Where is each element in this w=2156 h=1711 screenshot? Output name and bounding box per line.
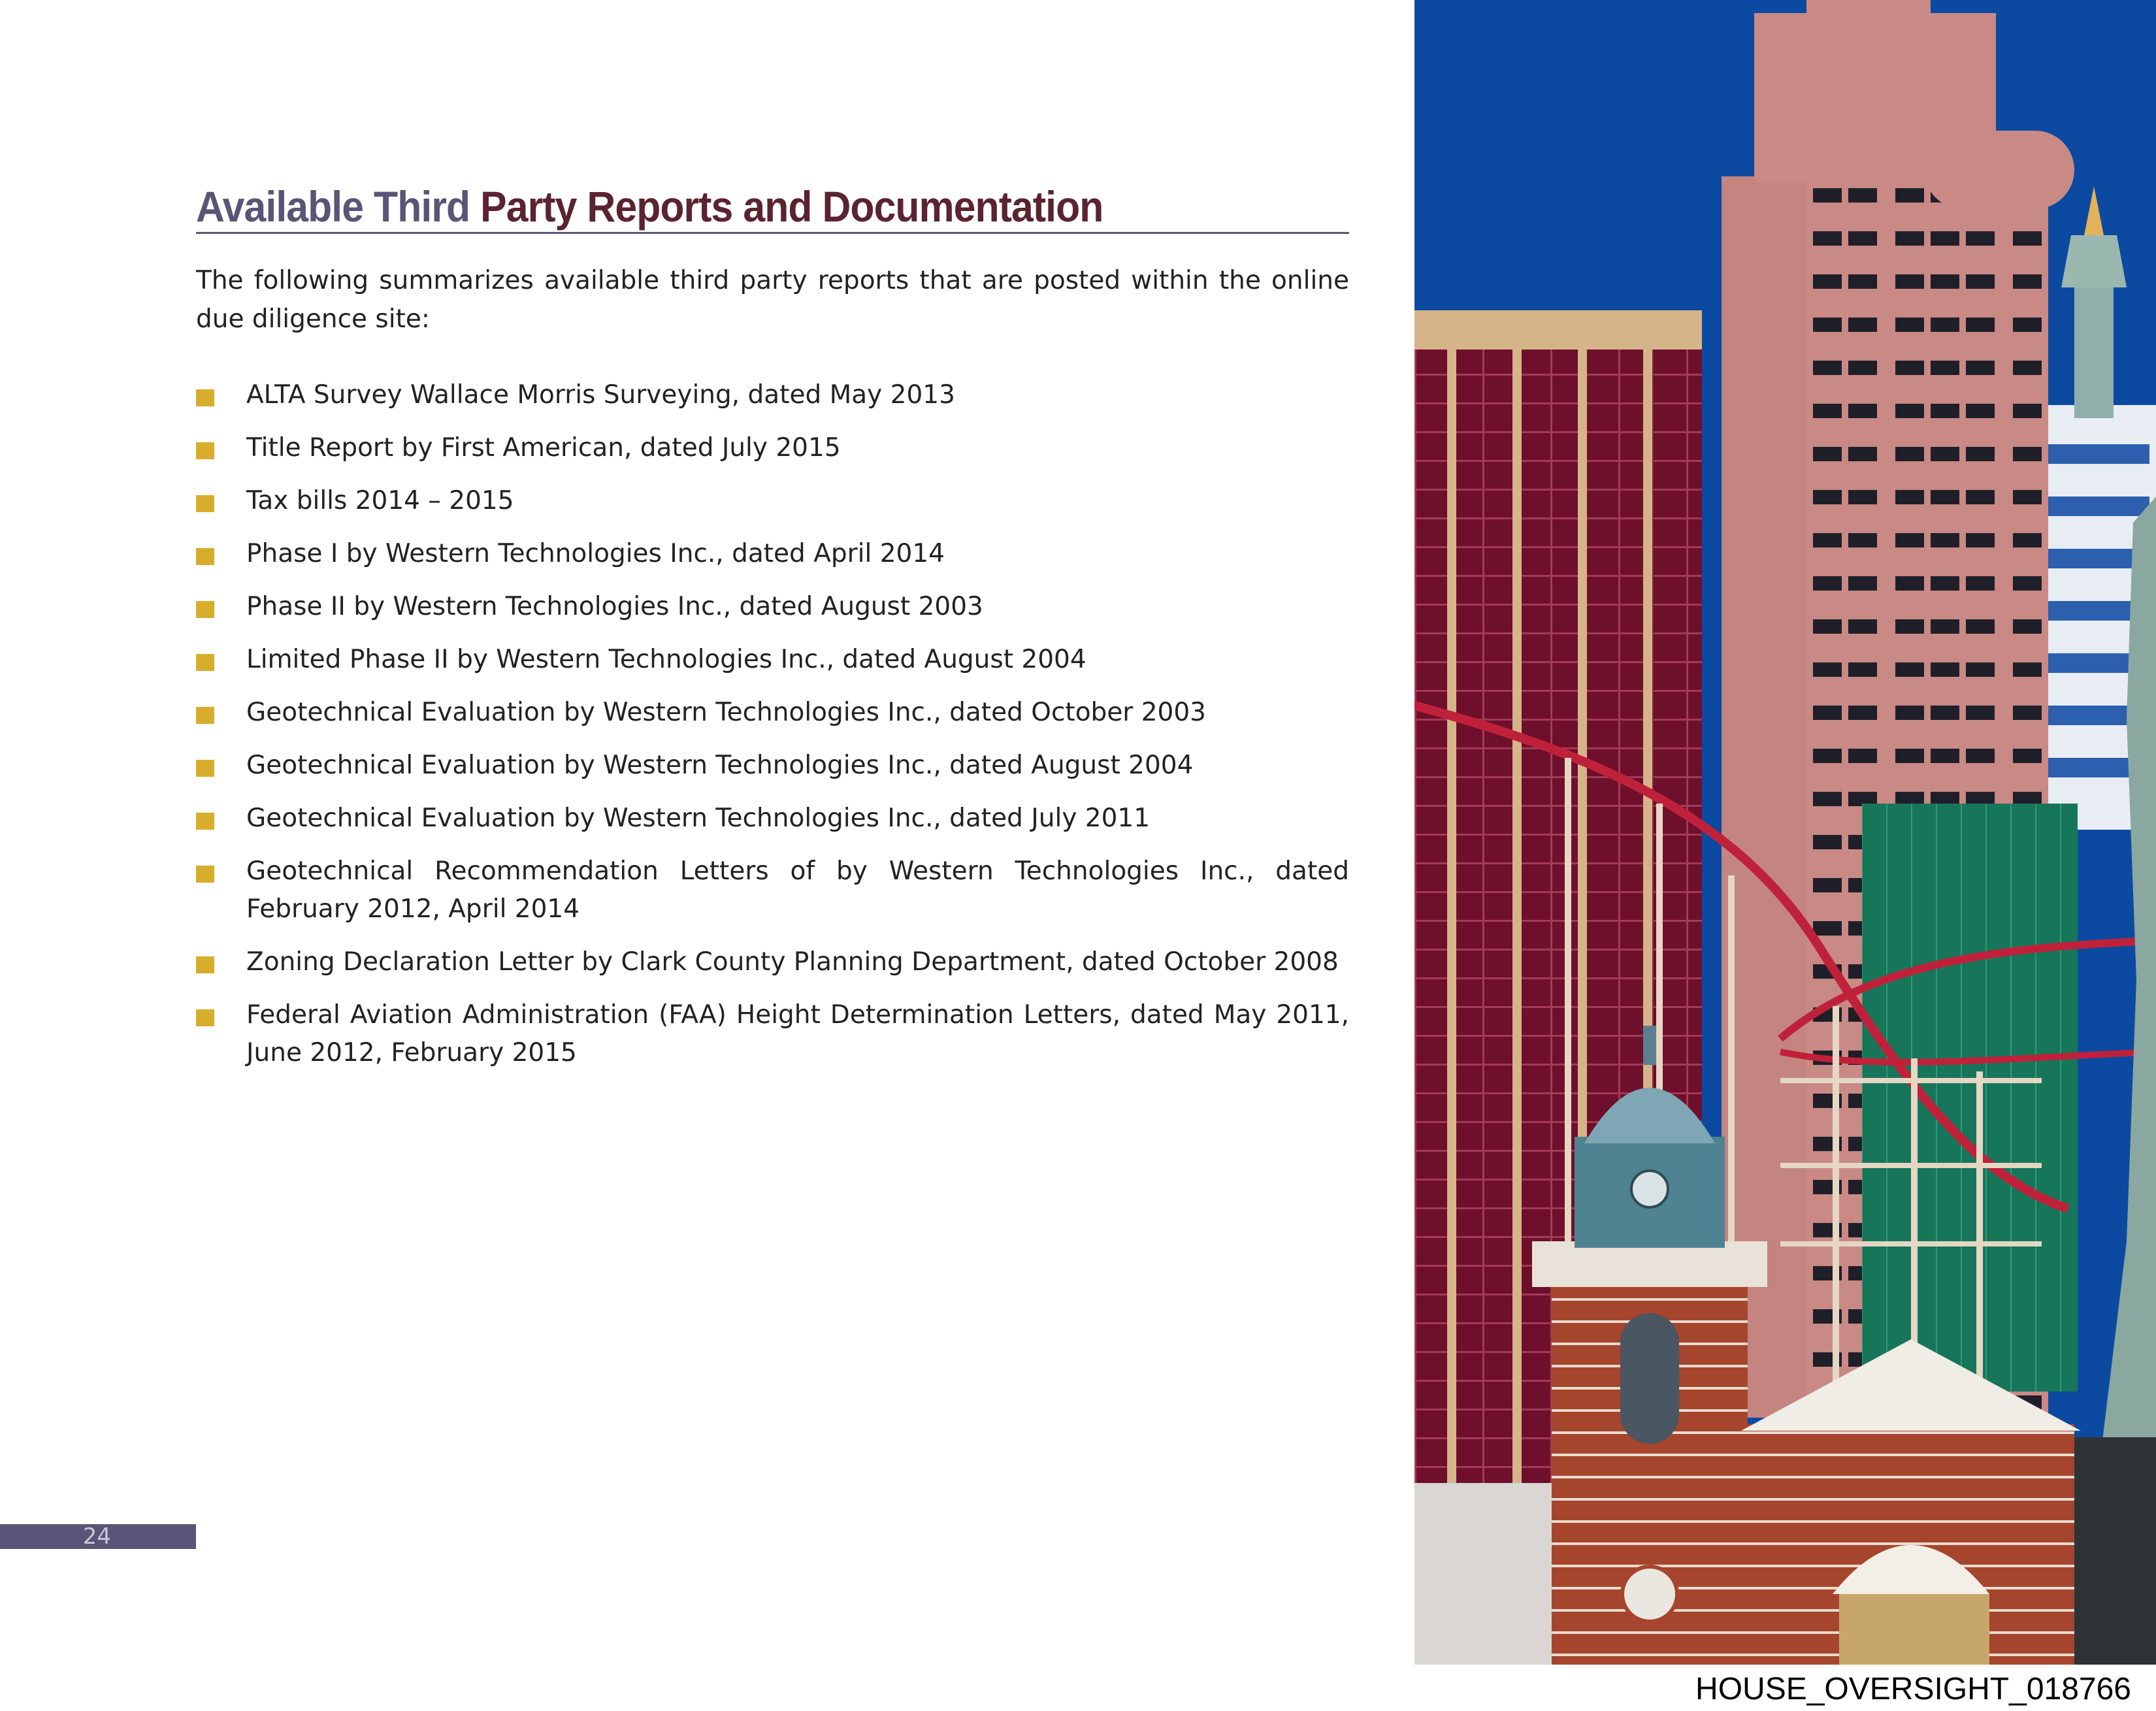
square-bullet-icon xyxy=(196,442,214,459)
list-item-text: Geotechnical Evaluation by Western Technologies Inc., dated October 2003 xyxy=(246,697,1206,727)
list-item-text: Geotechnical Evaluation by Western Technologies Inc., dated August 2004 xyxy=(246,750,1194,780)
section-heading xyxy=(196,183,1257,231)
list-item xyxy=(196,800,1349,838)
list-item xyxy=(196,429,1349,467)
list-item-text: Phase I by Western Technologies Inc., dated April 2014 xyxy=(246,538,945,568)
reports-list xyxy=(196,376,1349,1072)
list-item xyxy=(196,694,1349,732)
bates-number: HOUSE_OVERSIGHT_018766 xyxy=(1695,1672,2131,1706)
list-item xyxy=(196,996,1349,1072)
list-item xyxy=(196,535,1349,573)
list-item xyxy=(196,747,1349,785)
list-item-text: Zoning Declaration Letter by Clark County Planning Department, dated October 2008 xyxy=(246,947,1339,977)
square-bullet-icon xyxy=(196,654,214,671)
intro-paragraph: The following summarizes available third party reports that are posted within the online due diligence site: xyxy=(196,265,1349,334)
page-number: 24 xyxy=(82,1524,111,1550)
square-bullet-icon xyxy=(196,389,214,406)
list-item xyxy=(196,588,1349,626)
square-bullet-icon xyxy=(196,601,214,618)
list-item xyxy=(196,853,1349,928)
square-bullet-icon xyxy=(196,548,214,565)
square-bullet-icon xyxy=(196,495,214,512)
square-bullet-icon xyxy=(196,1009,214,1026)
list-item xyxy=(196,641,1349,679)
list-item-text: Phase II by Western Technologies Inc., dated August 2003 xyxy=(246,591,983,621)
square-bullet-icon xyxy=(196,760,214,777)
page-number-bar xyxy=(0,1524,196,1549)
list-item-text: Tax bills 2014 – 2015 xyxy=(246,485,514,515)
document-content xyxy=(196,183,1349,1087)
heading-part-2: Party Reports and Documentation xyxy=(480,182,1103,231)
square-bullet-icon xyxy=(196,956,214,973)
list-item-text: Federal Aviation Administration (FAA) Height Determination Letters, dated May 2011, June 2012, February 2015 xyxy=(246,1000,1349,1067)
list-item-text: Geotechnical Recommendation Letters of by Western Technologies Inc., dated February 2012, April 2014 xyxy=(246,856,1349,924)
list-item xyxy=(196,943,1349,981)
list-item-text: Title Report by First American, dated July 2015 xyxy=(246,432,841,463)
square-bullet-icon xyxy=(196,813,214,830)
heading-part-1: Available Third xyxy=(196,182,470,231)
list-item-text: Limited Phase II by Western Technologies Inc., dated August 2004 xyxy=(246,644,1086,674)
list-item xyxy=(196,376,1349,414)
new-york-new-york-hotel-photo xyxy=(1414,0,2156,1665)
list-item-text: Geotechnical Evaluation by Western Technologies Inc., dated July 2011 xyxy=(246,803,1151,833)
list-item xyxy=(196,482,1349,520)
list-item-text: ALTA Survey Wallace Morris Surveying, dated May 2013 xyxy=(246,380,955,410)
square-bullet-icon xyxy=(196,866,214,883)
square-bullet-icon xyxy=(196,707,214,724)
heading-underline xyxy=(196,232,1349,234)
